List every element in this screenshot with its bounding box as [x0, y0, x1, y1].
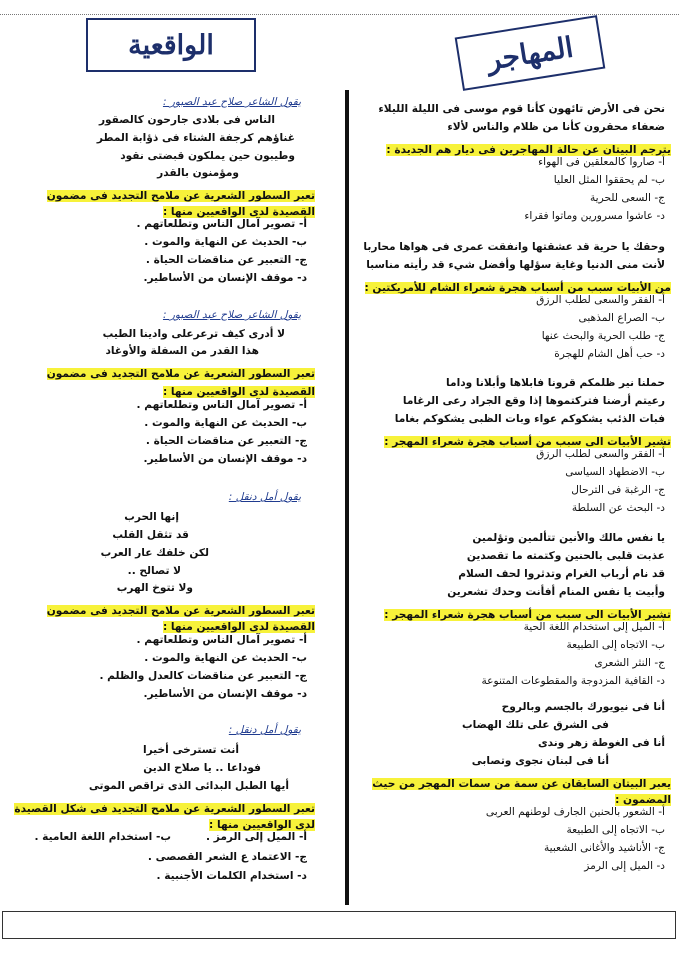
option: ج- السعى للحرية: [589, 192, 665, 204]
option: ب- الحديث عن النهاية والموت .: [144, 236, 307, 248]
verse: أنا فى الغوطة زهر وندى: [537, 737, 665, 749]
question-highlight: [163, 615, 315, 634]
footer-box: [2, 911, 676, 939]
verse: وحقك يا حرية قد عشقتها وانفقت عمرى فى هواها محاربا: [363, 241, 665, 253]
option: ج- الأناشيد والأغانى الشعبية: [543, 842, 665, 854]
question: القصيدة لدى الواقعيين منها :: [162, 206, 315, 218]
verse: حملنا نير ظلمكم قرونا فابلاها وأبلانا وداما: [446, 377, 665, 389]
question: يعبر البيتان السابقان عن سمة من سمات المهجر من حيث: [372, 778, 671, 790]
question: يترجم البيتان عن حالة المهاجرين فى ديار هم الجديدة :: [386, 144, 671, 156]
option: أ- صاروا كالمعلقين فى الهواء: [538, 156, 665, 168]
poet-intro: يقول الشاعر صلاح عبد الصبور :: [162, 309, 301, 321]
option: أ- الفقر والسعى لطلب الرزق: [536, 294, 665, 306]
question-highlight: [209, 813, 315, 832]
option: د- عاشوا مسرورين وماتوا فقراء: [524, 210, 665, 222]
question: تعبر السطور الشعرية عن ملامح التجديد فى شكل القصيدة: [14, 803, 315, 815]
option: ب- استخدام اللغة العامية .: [34, 831, 171, 843]
question: المضمون :: [615, 794, 671, 806]
verse: فى الشرق على تلك الهضاب: [462, 719, 609, 731]
verse: قد نام أرباب الغرام وتدثروا لحف السلام: [458, 568, 665, 580]
question-highlight: [365, 276, 672, 295]
column-divider: [345, 90, 349, 905]
option: ج- النثر الشعرى: [594, 657, 665, 669]
option: ب- الصراع المذهبى: [578, 312, 665, 324]
verse: الناس فى بلادى جارحون كالصقور: [98, 114, 275, 126]
question-highlight: [386, 138, 671, 157]
title-waqiiya: الواقعية: [128, 29, 214, 61]
option: أ- الفقر والسعى لطلب الرزق: [536, 448, 665, 460]
question: تعبر السطور الشعرية عن ملامح التجديد فى مضمون: [46, 368, 315, 380]
verse: غناؤهم كرجفة الشتاء فى ذؤابة المطر: [96, 132, 295, 144]
poet-intro: يقول الشاعر صلاح عبد الصبور :: [162, 96, 301, 108]
verse: ولا تتوخ الهرب: [116, 582, 193, 594]
question-highlight: [47, 362, 315, 381]
verse: فوداعا .. يا صلاح الدين: [143, 762, 261, 774]
option: د- موقف الإنسان من الأساطير.: [143, 453, 307, 465]
verse: لكن خلفك عار العرب: [100, 547, 209, 559]
question-highlight: [384, 603, 671, 622]
option: ج- الاعتماد ع الشعر القصصى .: [147, 851, 307, 863]
verse: أنت تسترخى أخيرا: [142, 744, 239, 756]
option: د- الميل إلى الرمز: [584, 860, 665, 872]
option: د- موقف الإنسان من الأساطير.: [143, 688, 307, 700]
top-dotted-line: [0, 14, 679, 16]
verse: أنا فى نيويورك بالجسم وبالروح: [501, 701, 665, 713]
option: د- البحث عن السلطة: [571, 502, 665, 514]
option: ج- التعبير عن مناقضات كالعدل والظلم .: [99, 670, 307, 682]
verse: أنا فى لبنان نجوى وتصابى: [471, 755, 609, 767]
option: د- موقف الإنسان من الأساطير.: [143, 272, 307, 284]
question: القصيدة لدى الواقعيين منها :: [162, 386, 315, 398]
question: القصيدة لدى الواقعيين منها :: [162, 621, 315, 633]
option: ب- الحديث عن النهاية والموت .: [144, 417, 307, 429]
option: ب- الاضطهاد السياسى: [565, 466, 665, 478]
question: تشير الأبيات الى سبب من أسباب هجرة شعراء المهجر :: [384, 609, 671, 621]
title-box-mahjar: [455, 15, 606, 91]
title-mahjar: المهاجر: [484, 29, 576, 77]
question: تعبر السطور الشعرية عن ملامح التجديد فى مضمون: [46, 605, 315, 617]
option: ج- التعبير عن مناقضات الحياة .: [145, 254, 307, 266]
verse: لأنت منى الدنيا وغاية سؤلها وأفضل شيء قد رأيته مناسبا: [366, 259, 665, 271]
option: أ- الشعور بالحنين الجارف لوطنهم العربى: [485, 806, 665, 818]
title-box-waqiiya: [86, 18, 256, 72]
verse: أيها الطبل البدائى الذى تراقص الموتى: [88, 780, 289, 792]
verse: لا أدرى كيف ترعرعلى وادينا الطيب: [102, 328, 285, 340]
verse: نحن فى الأرض تائهون كأنا قوم موسى فى الليلة الليلاء: [378, 103, 665, 115]
verse: ضعفاء محقرون كأنا من ظلام والناس لألاء: [447, 121, 665, 133]
question: لدى الواقعيين منها :: [209, 819, 315, 831]
option: أ- الميل إلى الرمز .: [206, 831, 307, 843]
option: أ- تصوير آمال الناس وتطلعاتهم .: [136, 218, 307, 230]
option: أ- الميل إلى استخدام اللغة الحية: [523, 621, 665, 633]
question-highlight: [163, 380, 315, 399]
verse: رعيتم أرضنا فتركتموها إذا وقع الجراد رعى الرغاما: [402, 395, 665, 407]
question: تعبر السطور الشعرية عن ملامح التجديد فى مضمون: [46, 190, 315, 202]
verse: فبات الذئب يشكوكم عواء وبات الظبى يشكوكم بغاما: [394, 413, 665, 425]
verse: عذبت قلبى بالحنين وكتمته ما تقصدين: [466, 550, 665, 562]
option: أ- تصوير آمال الناس وتطلعاتهم .: [136, 634, 307, 646]
verse: هذا القدر من السفلة والأوغاد: [105, 345, 259, 357]
option: ب- الاتجاه إلى الطبيعة: [566, 824, 665, 836]
question: تشير الأبيات الى سبب من أسباب هجرة شعراء المهجر :: [384, 436, 671, 448]
verse: إنها الحرب: [124, 511, 179, 523]
verse: وطيبون حين يملكون قبضتى نقود: [120, 150, 295, 162]
question-highlight: [163, 200, 315, 219]
option: ج- التعبير عن مناقضات الحياة .: [145, 435, 307, 447]
verse: ومؤمنون بالقدر: [157, 167, 239, 179]
option: ب- الاتجاه إلى الطبيعة: [566, 639, 665, 651]
verse: وأبيت يا نفس المنام أفأنت وحدك تشعرين: [447, 586, 665, 598]
option: ج- الرغبة فى الترحال: [571, 484, 665, 496]
verse: لا تصالح ..: [127, 565, 181, 577]
option: أ- تصوير آمال الناس وتطلعاتهم .: [136, 399, 307, 411]
option: ب- الحديث عن النهاية والموت .: [144, 652, 307, 664]
question: من الأبيات سبب من أسباب هجرة شعراء الشام للأمريكتين :: [364, 282, 671, 294]
option: د- حب أهل الشام للهجرة: [554, 348, 665, 360]
option: د- القافية المزدوجة والمقطوعات المتنوعة: [481, 675, 665, 687]
question-highlight: [615, 788, 671, 807]
verse: قد تثقل القلب: [112, 529, 189, 541]
question-highlight: [384, 430, 671, 449]
option: ب- لم يحققوا المثل العليا: [553, 174, 665, 186]
poet-intro: يقول أمل دنقل :: [228, 491, 301, 503]
poet-intro: يقول أمل دنقل :: [228, 724, 301, 736]
option: د- استخدام الكلمات الأجنبية .: [156, 870, 307, 882]
option: ج- طلب الحرية والبحث عنها: [541, 330, 665, 342]
verse: يا نفس مالك والأنين تتألمين وتؤلمين: [472, 532, 665, 544]
